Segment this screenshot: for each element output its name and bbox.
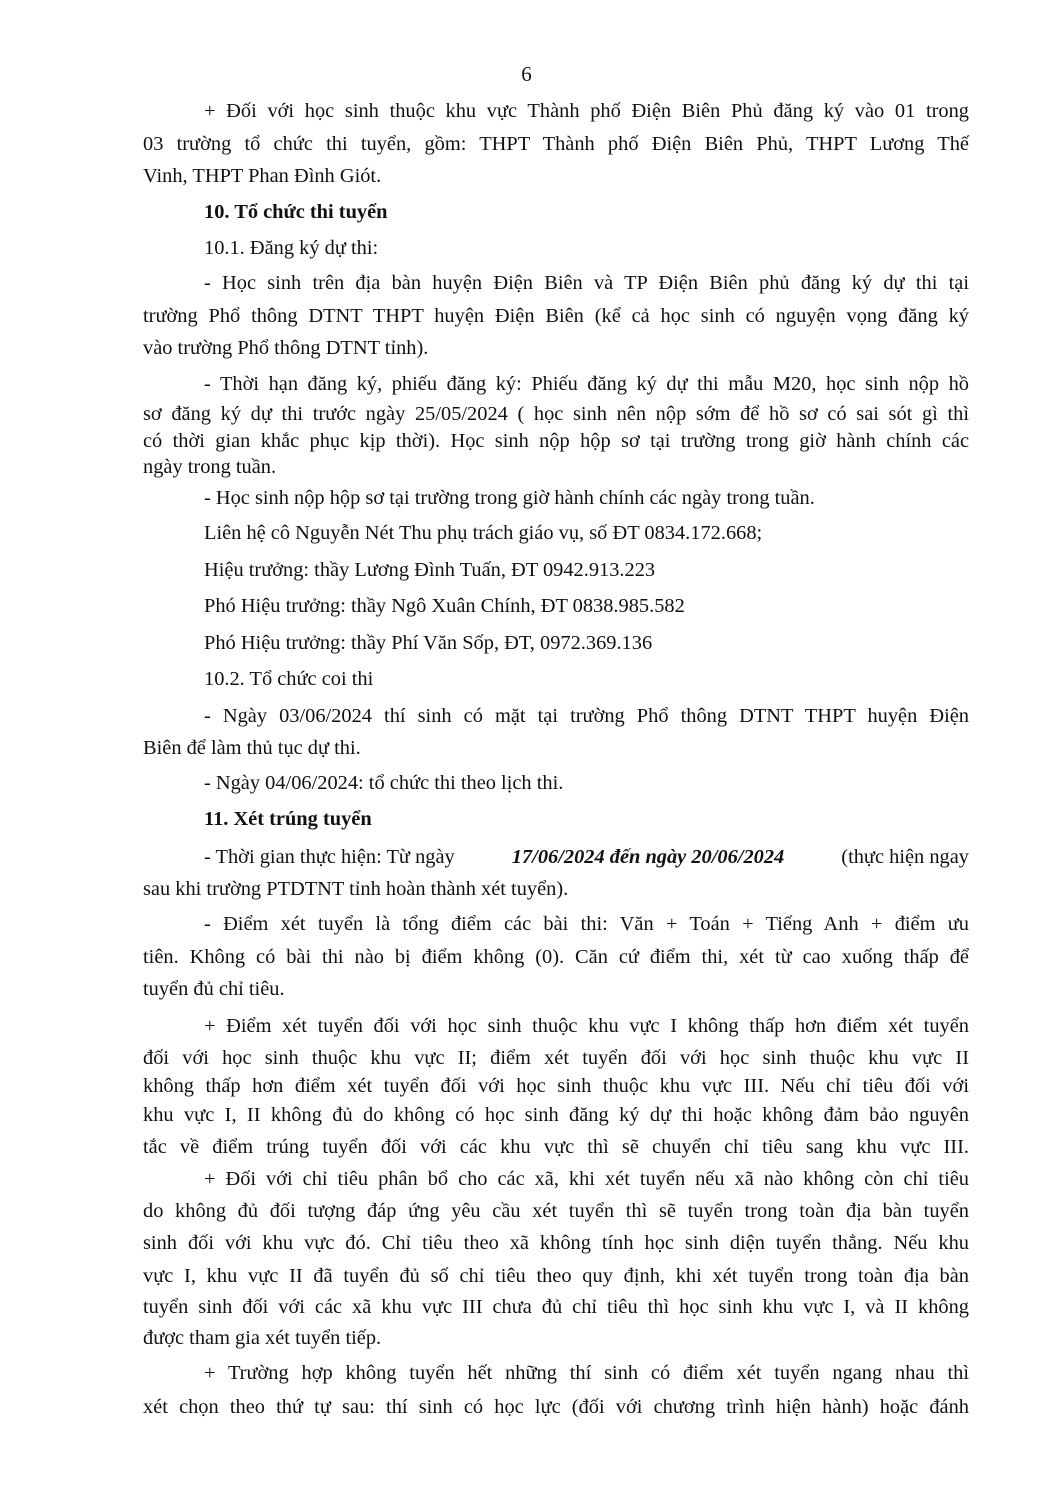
s10-p2-line-1: - Thời hạn đăng ký, phiếu đăng ký: Phiếu đăng ký dự thi mẫu M20, học sinh nộp hồ bbox=[204, 373, 969, 395]
s10-p1-line-2: trường Phổ thông DTNT THPT huyện Điện Biên (kể cả học sinh có nguyện vọng đăng ký bbox=[143, 305, 969, 327]
s11-p5-line-2: xét chọn theo thứ tự sau: thí sinh có học lực (đối với chương trình hiện hành) hoặc đánh bbox=[143, 1396, 969, 1418]
s11-time-prefix: - Thời gian thực hiện: Từ ngày bbox=[204, 846, 460, 868]
intro-line-2: 03 trường tổ chức thi tuyển, gồm: THPT Thành phố Điện Biên Phủ, THPT Lương Thế bbox=[143, 133, 969, 155]
s11-time-line-2: sau khi trường PTDTNT tỉnh hoàn thành xét tuyển). bbox=[143, 878, 569, 900]
section-10-2-heading: 10.2. Tổ chức coi thi bbox=[204, 668, 374, 690]
section-10-1-heading: 10.1. Đăng ký dự thi: bbox=[204, 237, 379, 259]
s11-p2-line-2: tiên. Không có bài thi nào bị điểm không (0). Căn cứ điểm thi, xét từ cao xuống thấp để bbox=[143, 946, 969, 968]
contact-hieu-truong: Hiệu trưởng: thầy Lương Đình Tuấn, ĐT 0942.913.223 bbox=[204, 559, 656, 581]
s10-p2-line-3: có thời gian khắc phục kịp thời). Học sinh nộp hộp sơ tại trường trong giờ hành chính các bbox=[143, 430, 969, 452]
s11-time-suffix: (thực hiện ngay bbox=[836, 846, 969, 868]
section-11-heading: 11. Xét trúng tuyển bbox=[204, 808, 372, 830]
s10-p5: - Ngày 04/06/2024: tổ chức thi theo lịch thi. bbox=[204, 772, 564, 794]
intro-line-1: + Đối với học sinh thuộc khu vực Thành phố Điện Biên Phủ đăng ký vào 01 trong bbox=[204, 100, 969, 122]
s10-p4-line-1: - Ngày 03/06/2024 thí sinh có mặt tại trường Phổ thông DTNT THPT huyện Điện bbox=[204, 705, 969, 727]
s11-p4-line-3: sinh đối với khu vực đó. Chỉ tiêu theo xã không tính học sinh diện tuyển thẳng. Nếu khu bbox=[143, 1232, 969, 1254]
s11-p2-line-1: - Điểm xét tuyển là tổng điểm các bài thi: Văn + Toán + Tiếng Anh + điểm ưu bbox=[204, 913, 969, 935]
s11-p4-line-5: tuyển sinh đối với các xã khu vực III chưa đủ chỉ tiêu thì học sinh khu vực I, và II không bbox=[143, 1296, 969, 1318]
s11-p2-line-3: tuyển đủ chỉ tiêu. bbox=[143, 978, 285, 1000]
s11-p4-line-4: vực I, khu vực II đã tuyển đủ số chỉ tiêu theo quy định, khi xét tuyển trong toàn địa bàn bbox=[143, 1265, 969, 1287]
contact-pho-hieu-truong-2: Phó Hiệu trưởng: thầy Phí Văn Sốp, ĐT, 0972.369.136 bbox=[204, 632, 653, 654]
s10-p1-line-3: vào trường Phổ thông DTNT tỉnh). bbox=[143, 337, 429, 359]
s11-p4-line-1: + Đối với chỉ tiêu phân bổ cho các xã, khi xét tuyển nếu xã nào không còn chỉ tiêu bbox=[204, 1168, 969, 1190]
s11-p3-line-3: không thấp hơn điểm xét tuyển đối với học sinh thuộc khu vực III. Nếu chỉ tiêu đối với bbox=[143, 1075, 969, 1097]
s10-p2-line-4: ngày trong tuần. bbox=[143, 456, 277, 478]
s11-p3-line-5: tắc về điểm trúng tuyển đối với các khu vực thì sẽ chuyển chỉ tiêu sang khu vực III. bbox=[143, 1136, 969, 1158]
s10-p1-line-1: - Học sinh trên địa bàn huyện Điện Biên và TP Điện Biên phủ đăng ký dự thi tại bbox=[204, 272, 969, 294]
s11-p3-line-2: đối với học sinh thuộc khu vực II; điểm xét tuyển đối với học sinh thuộc khu vực II bbox=[143, 1047, 969, 1069]
s11-time-line-1 bbox=[204, 846, 969, 869]
s10-p4-line-2: Biên để làm thủ tục dự thi. bbox=[143, 737, 361, 759]
contact-giao-vu: Liên hệ cô Nguyễn Nét Thu phụ trách giáo vụ, số ĐT 0834.172.668; bbox=[204, 522, 763, 544]
s11-p3-line-4: khu vực I, II không đủ do không có học sinh đăng ký dự thi hoặc không đảm bảo nguyên bbox=[143, 1104, 969, 1126]
s10-p2-line-2: sơ đăng ký dự thi trước ngày 25/05/2024 ( học sinh nên nộp sớm để hồ sơ có sai sót gì thì bbox=[143, 403, 969, 425]
s10-p3: - Học sinh nộp hộp sơ tại trường trong giờ hành chính các ngày trong tuần. bbox=[204, 487, 815, 509]
s11-p4-line-6: được tham gia xét tuyển tiếp. bbox=[143, 1327, 382, 1349]
s11-p3-line-1: + Điểm xét tuyển đối với học sinh thuộc khu vực I không thấp hơn điểm xét tuyển bbox=[204, 1015, 969, 1037]
s11-p5-line-1: + Trường hợp không tuyển hết những thí sinh có điểm xét tuyển ngang nhau thì bbox=[204, 1362, 969, 1384]
section-10-heading: 10. Tổ chức thi tuyển bbox=[204, 201, 388, 223]
s11-p4-line-2: do không đủ đối tượng đáp ứng yêu cầu xét tuyển thì sẽ tuyển trong toàn địa bàn tuyển bbox=[143, 1200, 969, 1222]
contact-pho-hieu-truong-1: Phó Hiệu trưởng: thầy Ngô Xuân Chính, ĐT 0838.985.582 bbox=[204, 595, 685, 617]
page-number: 6 bbox=[521, 62, 532, 86]
intro-line-3: Vinh, THPT Phan Đình Giót. bbox=[143, 165, 382, 187]
s11-time-dates: 17/06/2024 đến ngày 20/06/2024 bbox=[511, 846, 785, 868]
